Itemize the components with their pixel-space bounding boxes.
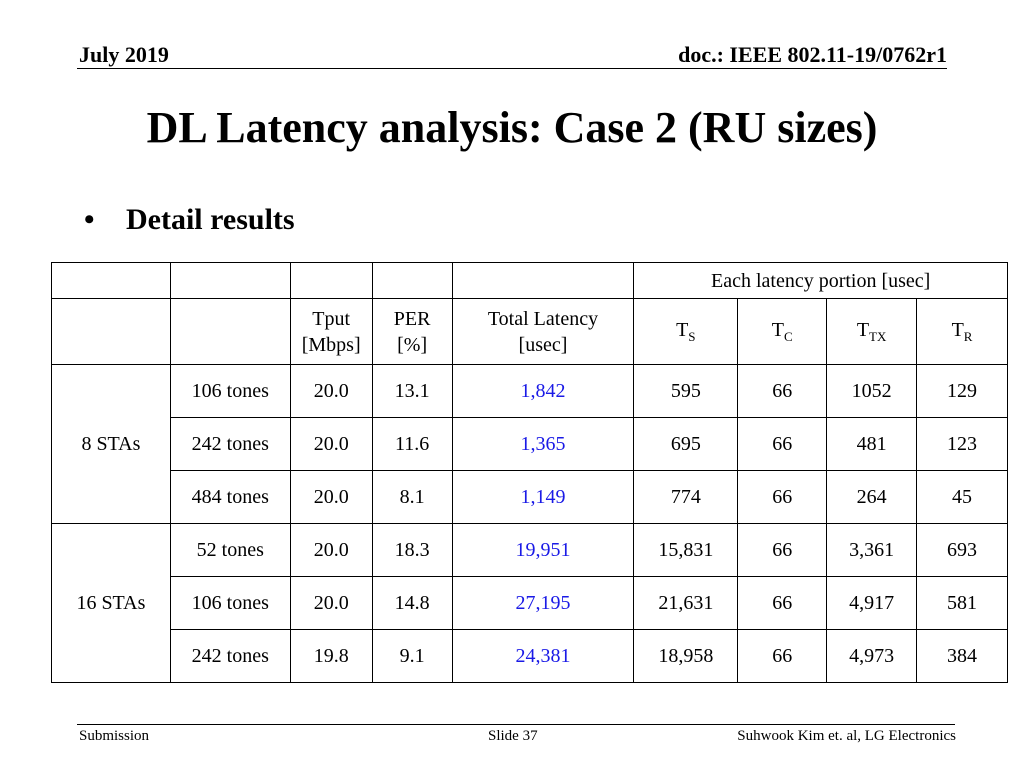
table-row bbox=[52, 365, 1008, 418]
cell-ru: 52 tones bbox=[170, 524, 290, 577]
cell-ttx: 4,917 bbox=[827, 577, 917, 630]
cell-tput: 20.0 bbox=[290, 577, 372, 630]
column-header-per: PER [%] bbox=[372, 299, 452, 365]
cell-ts: 774 bbox=[634, 471, 738, 524]
header-doc-id: doc.: IEEE 802.11-19/0762r1 bbox=[678, 42, 947, 67]
cell-per: 13.1 bbox=[372, 365, 452, 418]
column-header-ttx: $T_{TX}$ bbox=[827, 299, 917, 365]
footer-submission: Submission bbox=[79, 728, 150, 744]
cell-tr: 581 bbox=[917, 577, 1008, 630]
cell-per: 8.1 bbox=[372, 471, 452, 524]
cell-ru: 242 tones bbox=[170, 630, 290, 683]
cell-tput: 20.0 bbox=[290, 524, 372, 577]
column-header-tr: $T_R$ bbox=[917, 299, 1008, 365]
table-cell-empty bbox=[52, 299, 171, 365]
footer-divider bbox=[77, 724, 955, 725]
table-cell-empty bbox=[452, 263, 634, 299]
header-date: July 2019 bbox=[79, 42, 169, 67]
table-row bbox=[52, 471, 1008, 524]
table-row bbox=[52, 630, 1008, 683]
footer-author: Suhwook Kim et. al, LG Electronics bbox=[737, 728, 956, 744]
table-cell-empty bbox=[290, 263, 372, 299]
cell-tput: 20.0 bbox=[290, 471, 372, 524]
column-header-ts: $T_S$ bbox=[634, 299, 738, 365]
cell-total-latency: 24,381 bbox=[452, 630, 634, 683]
cell-per: 14.8 bbox=[372, 577, 452, 630]
cell-ts: 21,631 bbox=[634, 577, 738, 630]
cell-tr: 123 bbox=[917, 418, 1008, 471]
column-header-total-latency: Total Latency [usec] bbox=[452, 299, 634, 365]
bullet-text: Detail results bbox=[126, 203, 295, 236]
cell-tr: 129 bbox=[917, 365, 1008, 418]
table-cell-empty bbox=[170, 263, 290, 299]
cell-tr: 384 bbox=[917, 630, 1008, 683]
column-header-tc: $T_C$ bbox=[738, 299, 827, 365]
table-cell-empty bbox=[170, 299, 290, 365]
table-row bbox=[52, 524, 1008, 577]
cell-tc: 66 bbox=[738, 630, 827, 683]
cell-tr: 45 bbox=[917, 471, 1008, 524]
cell-total-latency: 1,842 bbox=[452, 365, 634, 418]
cell-ttx: 4,973 bbox=[827, 630, 917, 683]
results-table bbox=[51, 262, 1008, 683]
table-row bbox=[52, 577, 1008, 630]
cell-ts: 15,831 bbox=[634, 524, 738, 577]
cell-tput: 19.8 bbox=[290, 630, 372, 683]
cell-ru: 106 tones bbox=[170, 577, 290, 630]
cell-ttx: 3,361 bbox=[827, 524, 917, 577]
cell-ts: 18,958 bbox=[634, 630, 738, 683]
cell-ru: 106 tones bbox=[170, 365, 290, 418]
cell-ttx: 481 bbox=[827, 418, 917, 471]
cell-per: 18.3 bbox=[372, 524, 452, 577]
cell-ts: 695 bbox=[634, 418, 738, 471]
cell-tc: 66 bbox=[738, 524, 827, 577]
group-label-16-stas: 16 STAs bbox=[52, 524, 171, 683]
cell-tc: 66 bbox=[738, 471, 827, 524]
cell-tc: 66 bbox=[738, 365, 827, 418]
table-header-row-group bbox=[52, 263, 1008, 299]
cell-tput: 20.0 bbox=[290, 365, 372, 418]
table-cell-empty bbox=[52, 263, 171, 299]
header-divider bbox=[77, 68, 947, 69]
cell-tr: 693 bbox=[917, 524, 1008, 577]
cell-tc: 66 bbox=[738, 577, 827, 630]
cell-ru: 242 tones bbox=[170, 418, 290, 471]
table-header-row-columns bbox=[52, 299, 1008, 365]
cell-per: 9.1 bbox=[372, 630, 452, 683]
bullet-icon: • bbox=[84, 203, 95, 236]
cell-ttx: 1052 bbox=[827, 365, 917, 418]
cell-per: 11.6 bbox=[372, 418, 452, 471]
cell-tc: 66 bbox=[738, 418, 827, 471]
group-label-8-stas: 8 STAs bbox=[52, 365, 171, 524]
cell-total-latency: 19,951 bbox=[452, 524, 634, 577]
cell-total-latency: 1,149 bbox=[452, 471, 634, 524]
cell-total-latency: 1,365 bbox=[452, 418, 634, 471]
page-title: DL Latency analysis: Case 2 (RU sizes) bbox=[146, 103, 878, 152]
column-header-tput: Tput [Mbps] bbox=[290, 299, 372, 365]
table-cell-empty bbox=[372, 263, 452, 299]
cell-total-latency: 27,195 bbox=[452, 577, 634, 630]
cell-tput: 20.0 bbox=[290, 418, 372, 471]
cell-ts: 595 bbox=[634, 365, 738, 418]
table-row bbox=[52, 418, 1008, 471]
cell-ru: 484 tones bbox=[170, 471, 290, 524]
bullet-item bbox=[84, 203, 295, 237]
latency-portion-header: Each latency portion [usec] bbox=[634, 263, 1008, 299]
cell-ttx: 264 bbox=[827, 471, 917, 524]
footer-slide-number: Slide 37 bbox=[488, 728, 538, 744]
